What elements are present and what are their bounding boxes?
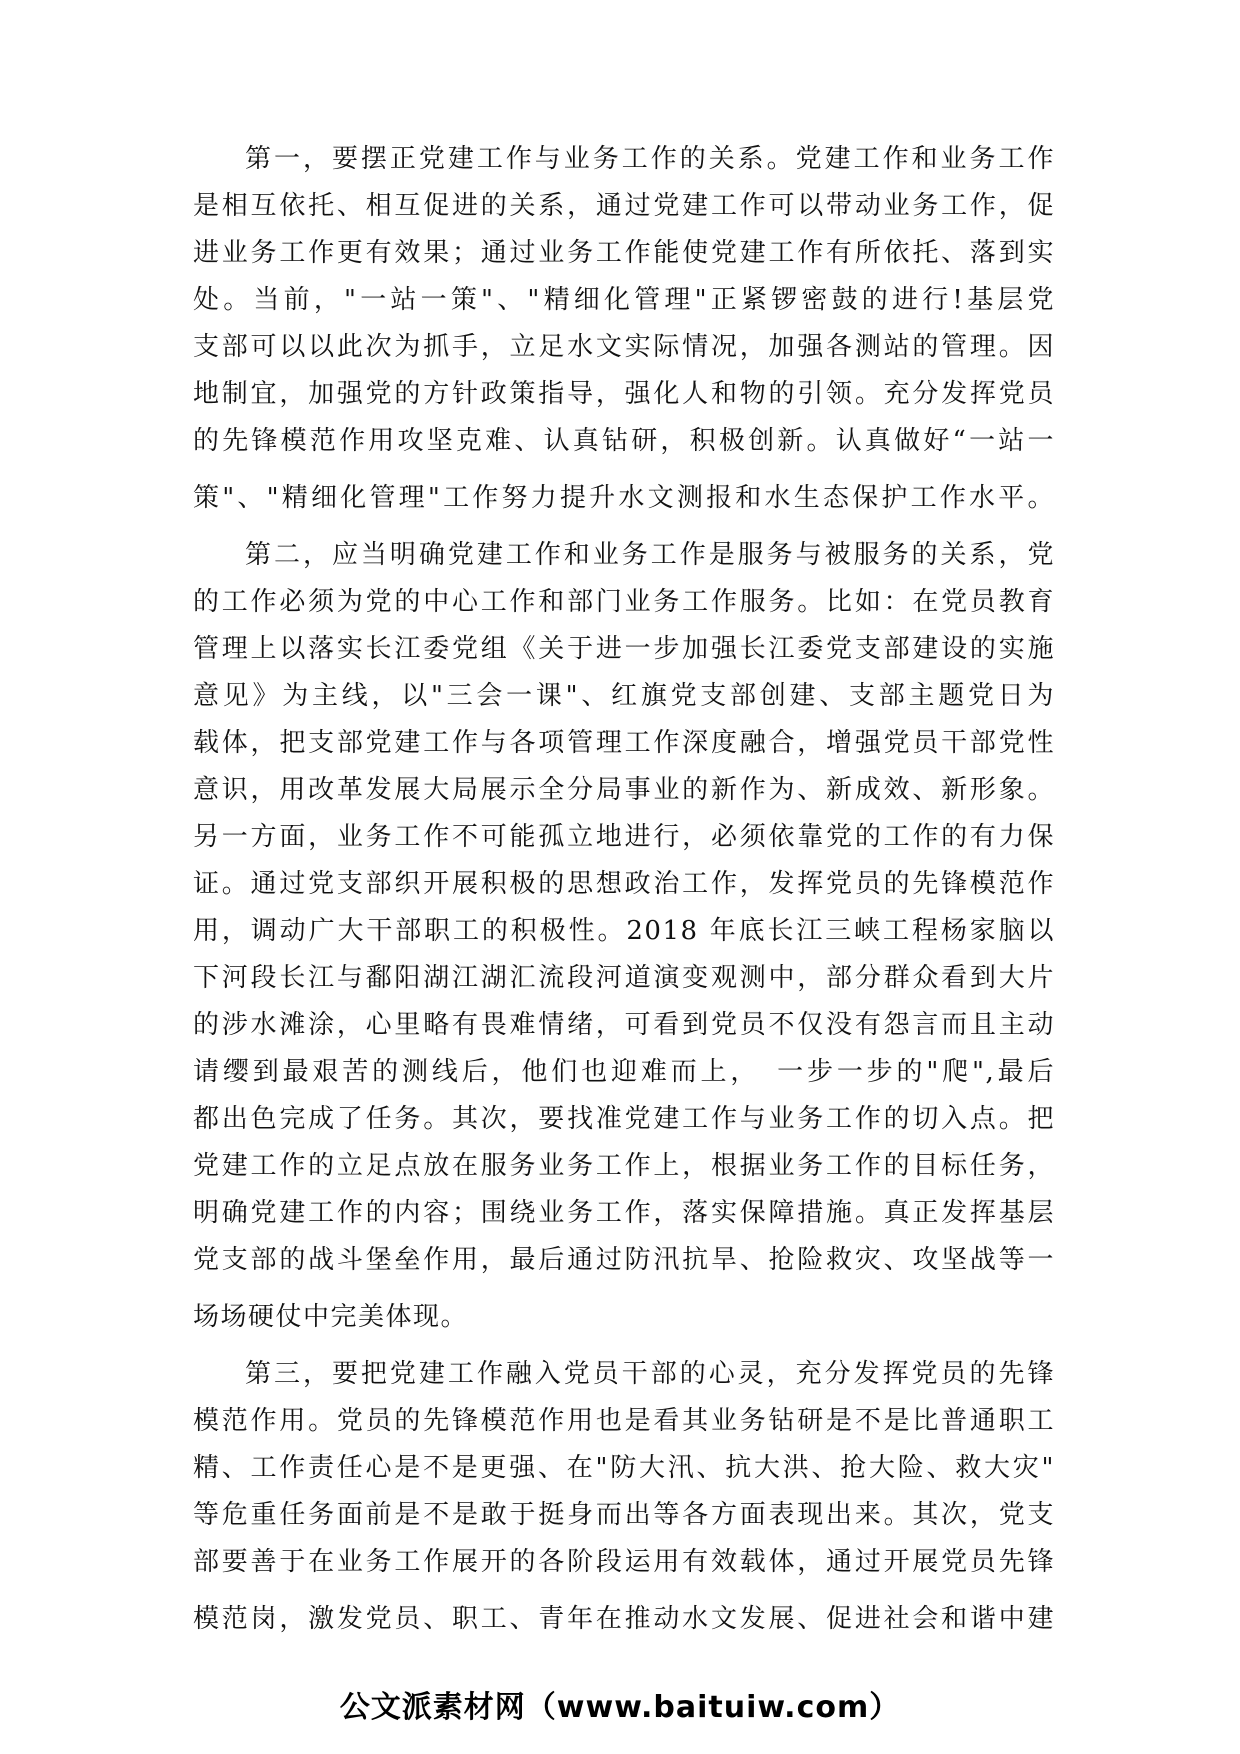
text-line: 证。通过党支部织开展积极的思想政治工作，发挥党员的先锋模范作 (193, 869, 1055, 899)
text-line: 意见》为主线，以"三会一课"、红旗党支部创建、支部主题党日为 (193, 681, 1055, 711)
text-line: 策"、"精细化管理"工作努力提升水文测报和水生态保护工作水平。 (193, 483, 1055, 513)
text-line: 另一方面，业务工作不可能孤立地进行，必须依靠党的工作的有力保 (193, 822, 1055, 852)
text-line: 部要善于在业务工作展开的各阶段运用有效载体，通过开展党员先锋 (193, 1547, 1055, 1577)
text-line: 党支部的战斗堡垒作用，最后通过防汛抗旱、抢险救灾、攻坚战等一 (193, 1245, 1055, 1275)
text-line: 地制宜，加强党的方针政策指导，强化人和物的引领。充分发挥党员 (193, 379, 1055, 409)
text-line: 用，调动广大干部职工的积极性。2018 年底长江三峡工程杨家脑以 (193, 916, 1055, 946)
text-line: 等危重任务面前是不是敢于挺身而出等各方面表现出来。其次，党支 (193, 1500, 1055, 1530)
text-line: 请缨到最艰苦的测线后，他们也迎难而上， 一步一步的"爬",最后 (193, 1057, 1055, 1087)
text-line: 第一，要摆正党建工作与业务工作的关系。党建工作和业务工作 (245, 144, 1055, 174)
text-line: 下河段长江与鄱阳湖江湖汇流段河道演变观测中，部分群众看到大片 (193, 963, 1055, 993)
text-line: 第三，要把党建工作融入党员干部的心灵，充分发挥党员的先锋 (245, 1359, 1055, 1389)
text-line: 党建工作的立足点放在服务业务工作上，根据业务工作的目标任务， (193, 1151, 1055, 1181)
text-line: 的涉水滩涂，心里略有畏难情绪，可看到党员不仅没有怨言而且主动 (193, 1010, 1055, 1040)
text-line: 明确党建工作的内容；围绕业务工作，落实保障措施。真正发挥基层 (193, 1198, 1055, 1228)
text-line: 进业务工作更有效果；通过业务工作能使党建工作有所依托、落到实 (193, 238, 1055, 268)
text-line: 支部可以以此次为抓手，立足水文实际情况，加强各测站的管理。因 (193, 332, 1055, 362)
text-line: 模范作用。党员的先锋模范作用也是看其业务钻研是不是比普通职工 (193, 1406, 1055, 1436)
text-line: 管理上以落实长江委党组《关于进一步加强长江委党支部建设的实施 (193, 634, 1055, 664)
text-line: 第二，应当明确党建工作和业务工作是服务与被服务的关系，党 (245, 540, 1055, 570)
text-line: 场场硬仗中完美体现。 (193, 1302, 469, 1332)
text-line: 意识，用改革发展大局展示全分局事业的新作为、新成效、新形象。 (193, 775, 1055, 805)
text-line: 是相互依托、相互促进的关系，通过党建工作可以带动业务工作，促 (193, 191, 1055, 221)
text-line: 的工作必须为党的中心工作和部门业务工作服务。比如：在党员教育 (193, 587, 1055, 617)
text-line: 载体，把支部党建工作与各项管理工作深度融合，增强党员干部党性 (193, 728, 1055, 758)
text-line: 模范岗，激发党员、职工、青年在推动水文发展、促进社会和谐中建 (193, 1604, 1055, 1634)
text-line: 处。当前，"一站一策"、"精细化管理"正紧锣密鼓的进行!基层党 (193, 285, 1055, 315)
text-line: 精、工作责任心是不是更强、在"防大汛、抗大洪、抢大险、救大灾" (193, 1453, 1055, 1483)
text-line: 的先锋模范作用攻坚克难、认真钻研，积极创新。认真做好“一站一 (193, 426, 1055, 456)
text-line: 都出色完成了任务。其次，要找准党建工作与业务工作的切入点。把 (193, 1104, 1055, 1134)
footer-watermark: 公文派素材网（www.baituiw.com） (339, 1690, 901, 1725)
